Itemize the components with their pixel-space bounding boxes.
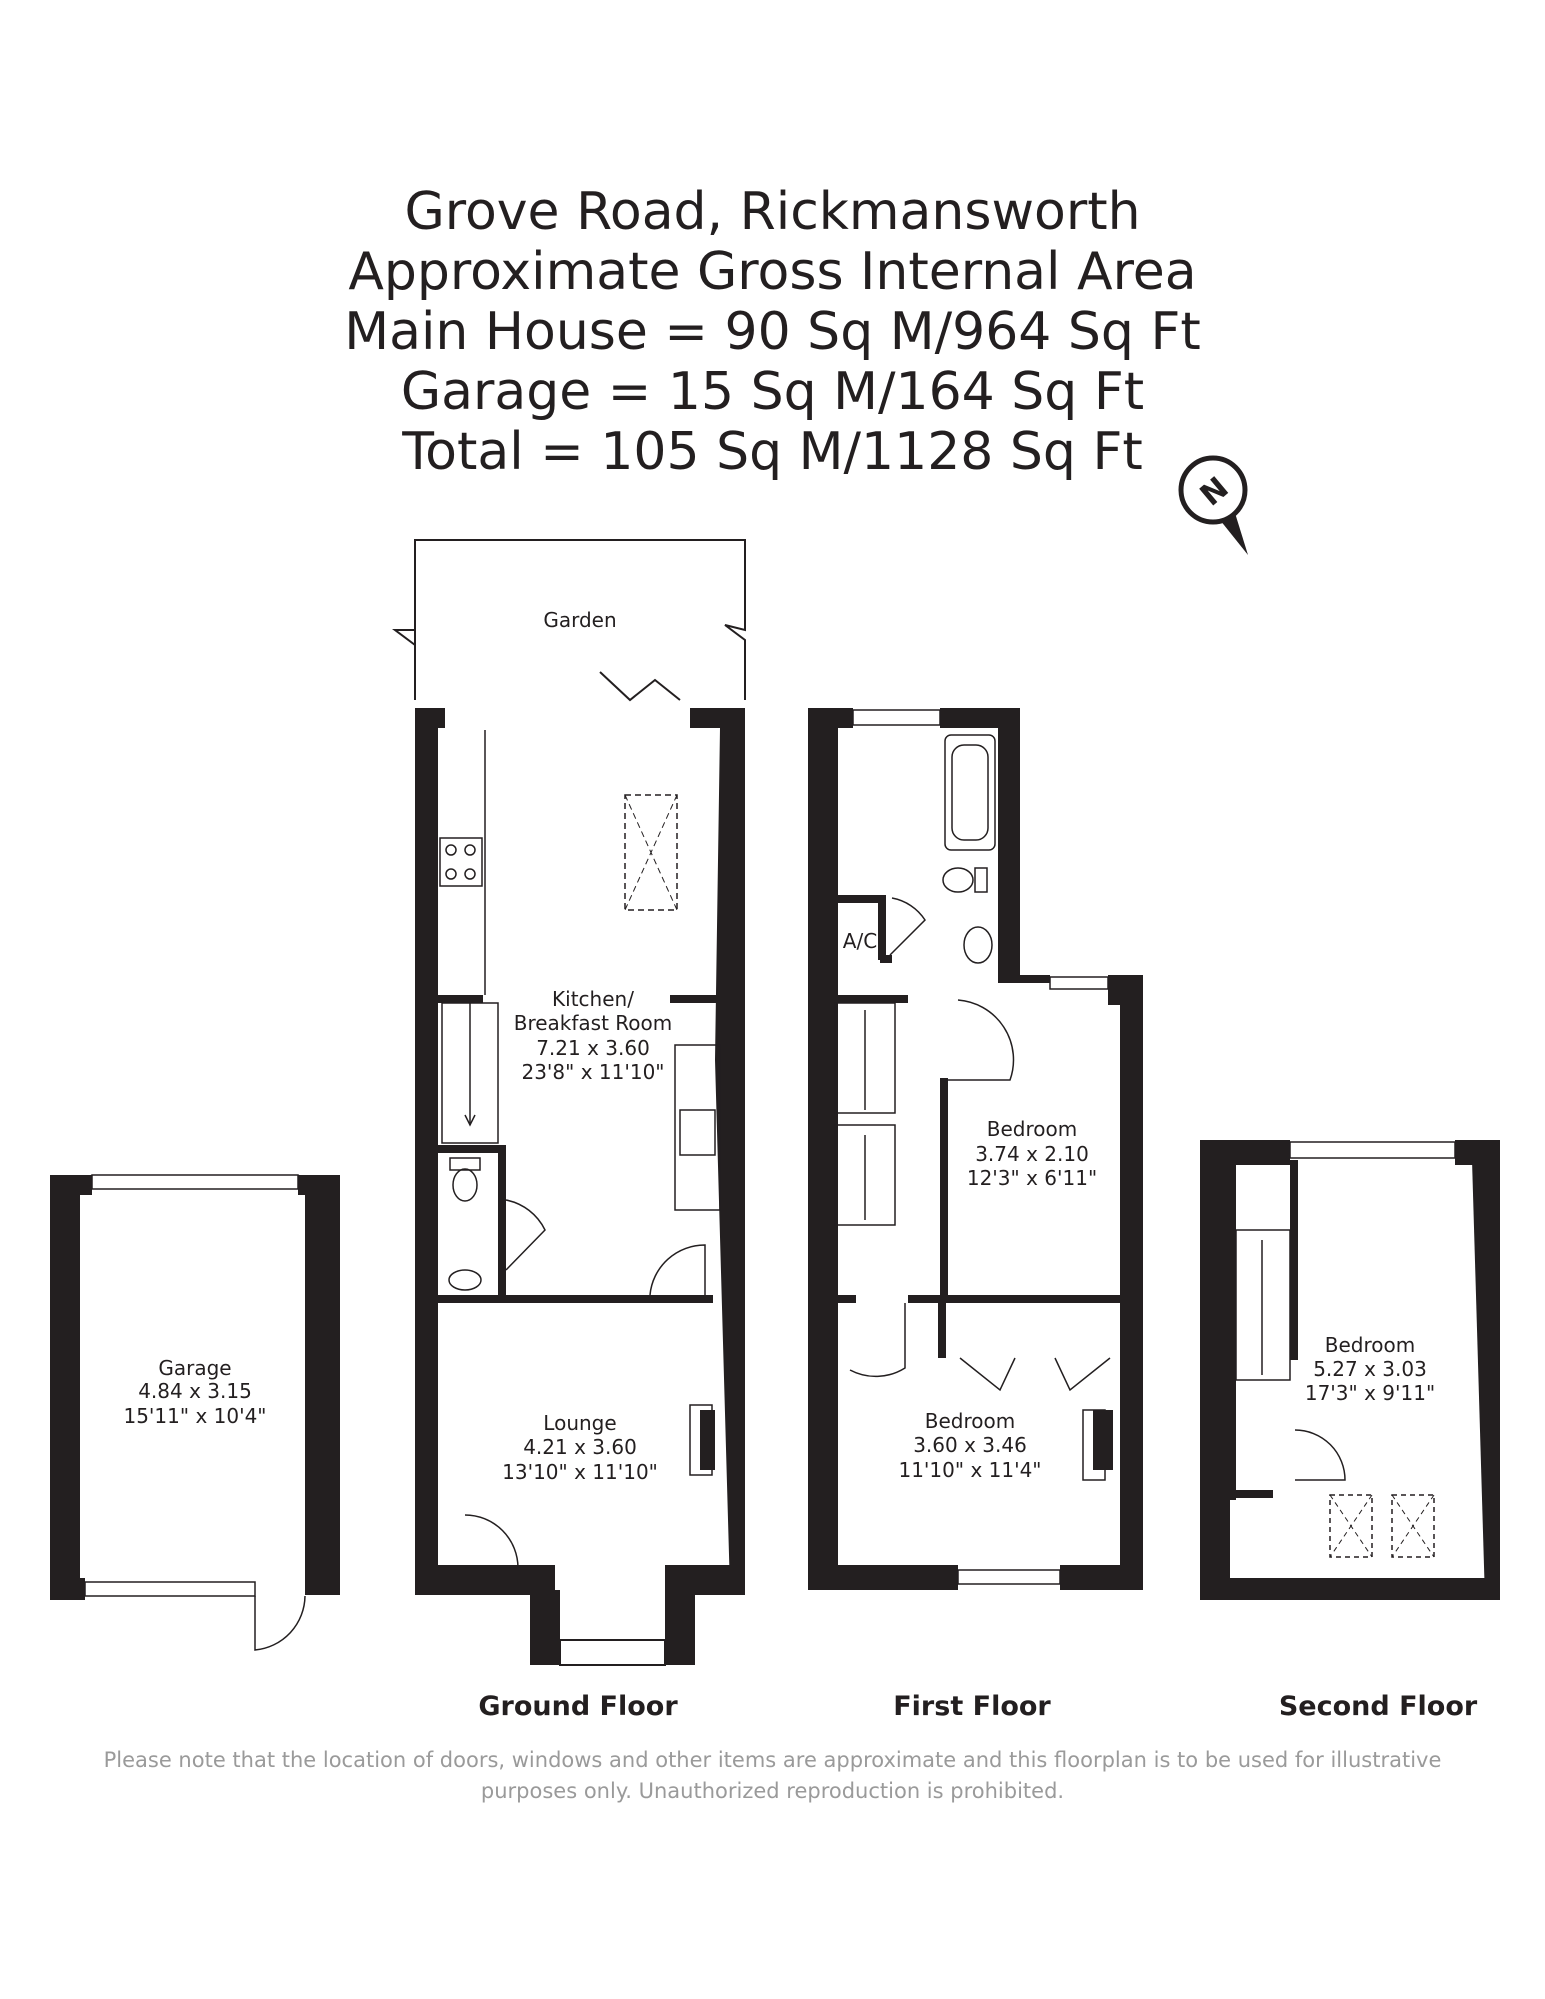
garage-area: Garage = 15 Sq M/164 Sq Ft [400, 362, 1145, 422]
first-floor-label: First Floor [893, 1691, 1051, 1722]
disclaimer-line2: purposes only. Unauthorized reproduction is prohibited. [480, 1779, 1065, 1803]
second-floor-label: Second Floor [1278, 1691, 1478, 1722]
bedroom-front-metric: 3.60 x 3.46 [913, 1433, 1027, 1457]
main-house-area: Main House = 90 Sq M/964 Sq Ft [344, 302, 1201, 362]
bedroom-front-imperial: 11'10" x 11'4" [898, 1458, 1042, 1482]
kitchen-name-line1: Kitchen/ [552, 987, 634, 1011]
garage-metric: 4.84 x 3.15 [138, 1379, 252, 1403]
disclaimer-line1: Please note that the location of doors, windows and other items are approximate and this floorplan is to be used for illustrative [103, 1748, 1442, 1772]
lounge-metric: 4.21 x 3.60 [523, 1435, 637, 1459]
kitchen-imperial: 23'8" x 11'10" [521, 1060, 665, 1084]
bedroom-small-name: Bedroom [986, 1117, 1078, 1141]
kitchen-name-line2: Breakfast Room [513, 1011, 673, 1035]
garage-imperial: 15'11" x 10'4" [123, 1404, 267, 1428]
bedroom-second-metric: 5.27 x 3.03 [1313, 1357, 1427, 1381]
area-subtitle: Approximate Gross Internal Area [348, 242, 1197, 302]
north-compass-icon [1181, 458, 1248, 555]
total-area: Total = 105 Sq M/1128 Sq Ft [402, 422, 1143, 482]
lounge-name: Lounge [543, 1411, 617, 1435]
kitchen-metric: 7.21 x 3.60 [536, 1036, 650, 1060]
lounge-imperial: 13'10" x 11'10" [502, 1460, 658, 1484]
airing-cupboard-label: A/C [842, 929, 878, 953]
garden-label: Garden [543, 608, 617, 632]
ground-floor-plan [50, 540, 745, 1665]
disclaimer [60, 1745, 1485, 1807]
garage-name: Garage [158, 1356, 232, 1380]
bedroom-small-metric: 3.74 x 2.10 [975, 1142, 1089, 1166]
ground-floor-label: Ground Floor [478, 1691, 678, 1722]
bedroom-second-name: Bedroom [1324, 1333, 1416, 1357]
bedroom-small-imperial: 12'3" x 6'11" [966, 1166, 1098, 1190]
compass-north-label: N [1193, 470, 1236, 514]
bedroom-second-imperial: 17'3" x 9'11" [1304, 1381, 1436, 1405]
bedroom-front-name: Bedroom [924, 1409, 1016, 1433]
plan-title: Grove Road, Rickmansworth [404, 182, 1141, 242]
